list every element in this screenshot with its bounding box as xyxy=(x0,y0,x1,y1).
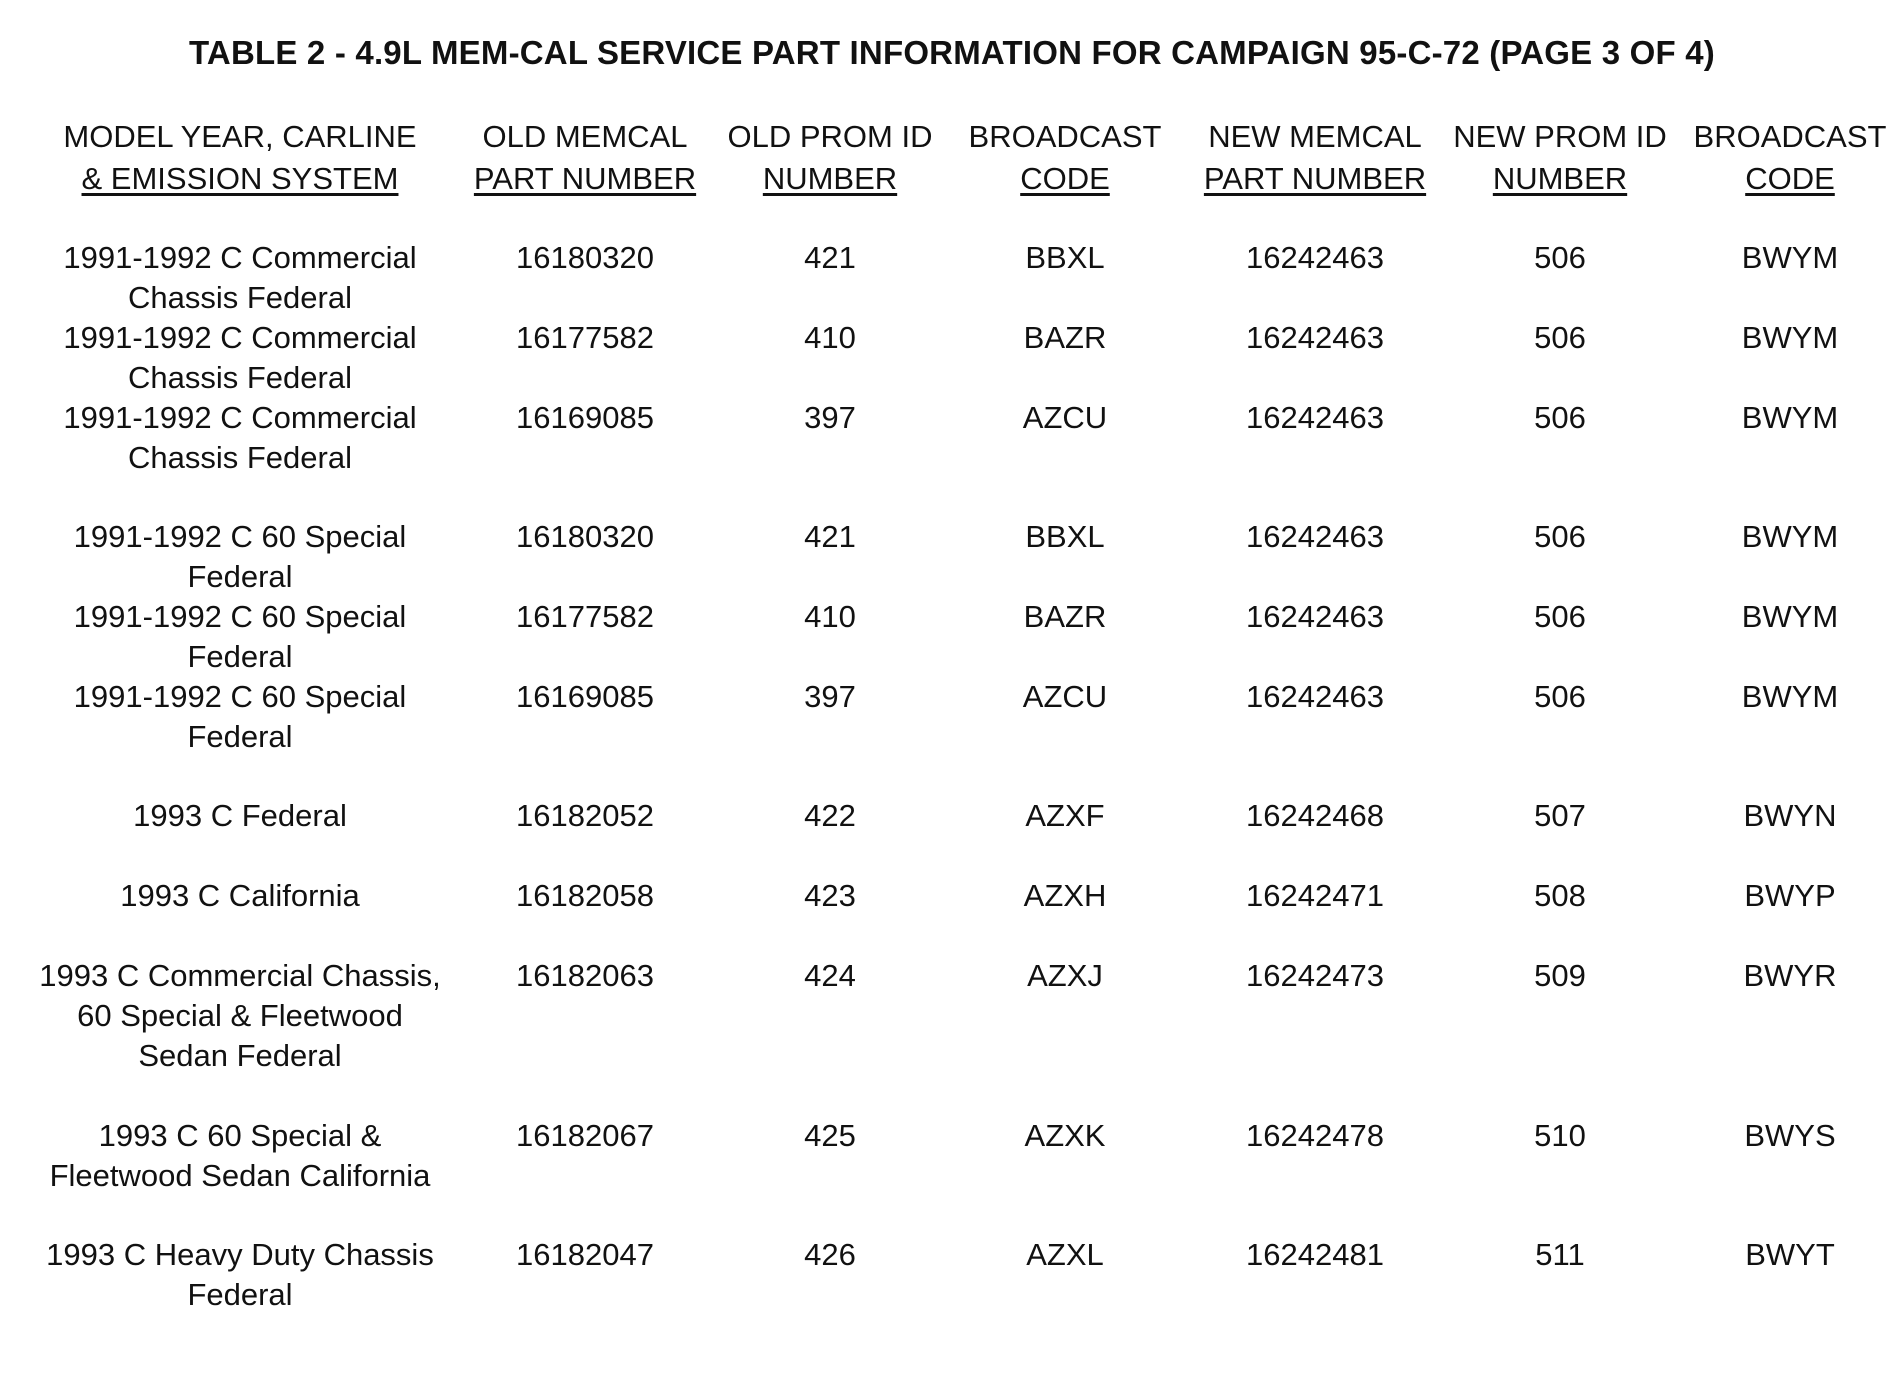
old-prom-id: 410 xyxy=(804,599,856,634)
old-prom-id: 422 xyxy=(804,798,856,833)
new-part-number: 16242473 xyxy=(1246,958,1384,993)
old-broadcast-code: AZXL xyxy=(1026,1237,1104,1272)
new-broadcast-code: BWYN xyxy=(1743,798,1837,833)
new-broadcast-code: BWYM xyxy=(1741,240,1839,275)
new-broadcast-code: BWYM xyxy=(1741,599,1839,634)
old-broadcast-code: AZCU xyxy=(1022,400,1108,435)
row-model-line: 1991-1992 C 60 Special xyxy=(73,519,407,554)
new-part-number: 16242478 xyxy=(1246,1118,1384,1153)
row-model-line: Fleetwood Sedan California xyxy=(49,1158,431,1193)
header-old-part-line1: OLD MEMCAL xyxy=(482,119,688,154)
row-model-line: Federal xyxy=(187,719,293,754)
row-model-line: 1991-1992 C Commercial xyxy=(63,320,417,355)
new-broadcast-code: BWYT xyxy=(1745,1237,1835,1272)
old-part-number: 16177582 xyxy=(516,599,654,634)
new-prom-id: 506 xyxy=(1534,679,1586,714)
old-prom-id: 421 xyxy=(804,519,856,554)
row-model xyxy=(30,238,450,318)
row-model xyxy=(30,677,450,757)
row-model-line: Chassis Federal xyxy=(128,360,352,395)
new-prom-id: 506 xyxy=(1534,320,1586,355)
old-broadcast-code: AZXJ xyxy=(1027,958,1103,993)
old-prom-id: 423 xyxy=(804,878,856,913)
row-model-line: 1993 C California xyxy=(120,878,360,913)
row-model-line: 1993 C Federal xyxy=(133,798,347,833)
new-part-number: 16242468 xyxy=(1246,798,1384,833)
new-prom-id: 510 xyxy=(1534,1118,1586,1153)
row-model xyxy=(30,876,450,916)
row-model xyxy=(30,1116,450,1196)
row-model-line: Chassis Federal xyxy=(128,440,352,475)
row-model-line: 1991-1992 C 60 Special xyxy=(73,599,407,634)
new-broadcast-code: BWYM xyxy=(1741,679,1839,714)
new-prom-id: 509 xyxy=(1534,958,1586,993)
old-part-number: 16182058 xyxy=(516,878,654,913)
row-model xyxy=(30,517,450,597)
row-model-line: 1991-1992 C Commercial xyxy=(63,240,417,275)
old-prom-id: 426 xyxy=(804,1237,856,1272)
old-part-number: 16182063 xyxy=(516,958,654,993)
header-new-prom-line1: NEW PROM ID xyxy=(1453,119,1667,154)
row-model-line: Federal xyxy=(187,1277,293,1312)
row-model xyxy=(30,597,450,677)
old-prom-id: 421 xyxy=(804,240,856,275)
header-new-code-line1: BROADCAST xyxy=(1693,119,1887,154)
old-part-number: 16180320 xyxy=(516,519,654,554)
header-new-part-line2: PART NUMBER xyxy=(1203,161,1427,196)
row-model-line: 1993 C Heavy Duty Chassis xyxy=(46,1237,434,1272)
new-part-number: 16242463 xyxy=(1246,679,1384,714)
row-model-line: Federal xyxy=(187,639,293,674)
new-prom-id: 506 xyxy=(1534,400,1586,435)
old-part-number: 16169085 xyxy=(516,400,654,435)
row-model-line: 1993 C 60 Special & xyxy=(98,1118,382,1153)
old-prom-id: 410 xyxy=(804,320,856,355)
row-model-line: 1991-1992 C Commercial xyxy=(63,400,417,435)
old-prom-id: 424 xyxy=(804,958,856,993)
old-broadcast-code: BBXL xyxy=(1025,519,1105,554)
row-model-line: 60 Special & Fleetwood xyxy=(77,998,403,1033)
old-part-number: 16182067 xyxy=(516,1118,654,1153)
old-prom-id: 425 xyxy=(804,1118,856,1153)
header-new-code xyxy=(1690,116,1890,200)
header-old-code-line1: BROADCAST xyxy=(968,119,1162,154)
new-broadcast-code: BWYM xyxy=(1741,320,1839,355)
row-model xyxy=(30,398,450,478)
new-part-number: 16242463 xyxy=(1246,519,1384,554)
header-new-part xyxy=(1190,116,1440,200)
new-prom-id: 506 xyxy=(1534,240,1586,275)
row-model-line: Sedan Federal xyxy=(138,1038,342,1073)
old-broadcast-code: AZXK xyxy=(1024,1118,1106,1153)
old-part-number: 16169085 xyxy=(516,679,654,714)
new-part-number: 16242463 xyxy=(1246,240,1384,275)
new-broadcast-code: BWYM xyxy=(1741,519,1839,554)
new-part-number: 16242463 xyxy=(1246,599,1384,634)
row-model xyxy=(30,796,450,836)
new-prom-id: 506 xyxy=(1534,599,1586,634)
old-broadcast-code: BAZR xyxy=(1023,320,1107,355)
new-broadcast-code: BWYR xyxy=(1743,958,1837,993)
header-old-prom xyxy=(720,116,940,200)
old-prom-id: 397 xyxy=(804,679,856,714)
row-model-line: Federal xyxy=(187,559,293,594)
old-broadcast-code: BBXL xyxy=(1025,240,1105,275)
new-prom-id: 508 xyxy=(1534,878,1586,913)
old-broadcast-code: BAZR xyxy=(1023,599,1107,634)
new-prom-id: 506 xyxy=(1534,519,1586,554)
new-broadcast-code: BWYS xyxy=(1744,1118,1836,1153)
old-part-number: 16180320 xyxy=(516,240,654,275)
row-model-line: 1991-1992 C 60 Special xyxy=(73,679,407,714)
new-part-number: 16242463 xyxy=(1246,320,1384,355)
new-part-number: 16242481 xyxy=(1246,1237,1384,1272)
old-broadcast-code: AZXH xyxy=(1023,878,1107,913)
row-model-line: 1993 C Commercial Chassis, xyxy=(39,958,441,993)
old-part-number: 16182052 xyxy=(516,798,654,833)
header-old-code xyxy=(960,116,1170,200)
row-model xyxy=(30,1235,450,1315)
old-part-number: 16182047 xyxy=(516,1237,654,1272)
new-part-number: 16242463 xyxy=(1246,400,1384,435)
header-old-code-line2: CODE xyxy=(1020,161,1110,196)
header-old-prom-line2: NUMBER xyxy=(762,161,898,196)
old-broadcast-code: AZCU xyxy=(1022,679,1108,714)
row-model xyxy=(30,956,450,1076)
row-model xyxy=(30,318,450,398)
new-prom-id: 511 xyxy=(1535,1237,1585,1272)
old-part-number: 16177582 xyxy=(516,320,654,355)
new-part-number: 16242471 xyxy=(1246,878,1384,913)
header-old-prom-line1: OLD PROM ID xyxy=(727,119,933,154)
new-broadcast-code: BWYP xyxy=(1744,878,1836,913)
row-model-line: Chassis Federal xyxy=(128,280,352,315)
old-prom-id: 397 xyxy=(804,400,856,435)
header-model xyxy=(30,116,450,200)
header-new-prom-line2: NUMBER xyxy=(1492,161,1628,196)
header-new-part-line1: NEW MEMCAL xyxy=(1208,119,1422,154)
header-old-part xyxy=(460,116,710,200)
header-new-prom xyxy=(1450,116,1670,200)
header-model-line2: & EMISSION SYSTEM xyxy=(81,161,399,196)
header-model-line1: MODEL YEAR, CARLINE xyxy=(63,119,417,154)
header-old-part-line2: PART NUMBER xyxy=(473,161,697,196)
old-broadcast-code: AZXF xyxy=(1025,798,1105,833)
new-broadcast-code: BWYM xyxy=(1741,400,1839,435)
new-prom-id: 507 xyxy=(1534,798,1586,833)
header-new-code-line2: CODE xyxy=(1745,161,1835,196)
page-title: TABLE 2 - 4.9L MEM-CAL SERVICE PART INFORMATION FOR CAMPAIGN 95-C-72 (PAGE 3 OF 4) xyxy=(189,34,1715,71)
